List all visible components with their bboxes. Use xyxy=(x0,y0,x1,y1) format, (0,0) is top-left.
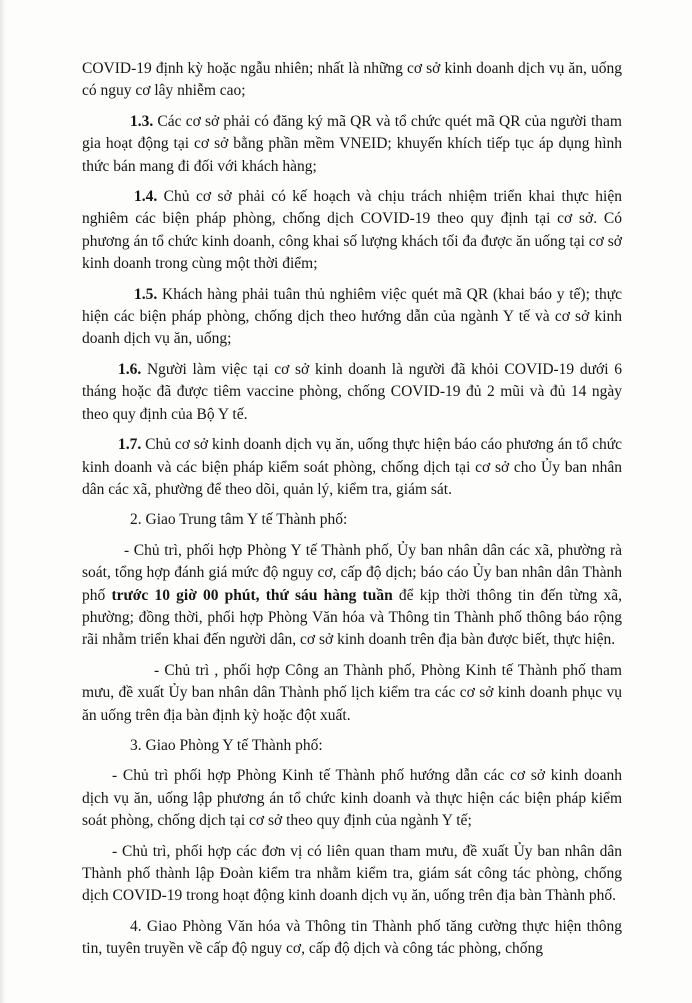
item-number: 1.6. xyxy=(118,360,142,378)
document-body xyxy=(82,58,622,961)
section-2-heading: 2. Giao Trung tâm Y tế Thành phố: xyxy=(130,511,348,529)
item-number: 1.7. xyxy=(118,436,142,454)
paragraph-section-3-item-1: - Chủ trì phối hợp Phòng Kinh tế Thành phố hướng dẫn các cơ sở kinh doanh dịch vụ ăn, uống lập phương án tổ chức kinh doanh và thực hiện các biện pháp kiểm soát phòng, chống dịch tại cơ sở theo quy định của ngành Y tế; xyxy=(82,767,622,830)
item-number: 1.3. xyxy=(130,112,154,130)
section-4-heading: 4. Giao Phòng Văn hóa và Thông tin Thành phố tăng cường thực hiện thông tin, tuyên truyền về cấp độ nguy cơ, cấp độ dịch và công tác phòng, chống xyxy=(82,917,622,958)
paragraph-text: Chủ cơ sở phải có kế hoạch và chịu trách nhiệm triển khai thực hiện nghiêm các biện pháp phòng, chống dịch COVID-19 theo quy định tại cơ sở. Có phương án tổ chức kinh doanh, công khai số lượng khách tối đa được ăn uống tại cơ sở kinh doanh trong cùng một thời điểm; xyxy=(82,188,622,273)
paragraph-covid-continuation: COVID-19 định kỳ hoặc ngẫu nhiên; nhất là những cơ sở kinh doanh dịch vụ ăn, uống có nguy cơ lây nhiễm cao; xyxy=(82,60,622,100)
paragraph-section-3-item-2: - Chủ trì, phối hợp các đơn vị có liên quan tham mưu, đề xuất Ủy ban nhân dân Thành phố thành lập Đoàn kiểm tra nhằm kiểm tra, giám sát công tác phòng, chống dịch COVID-19 trong hoạt động kinh doanh dịch vụ ăn, uống trên địa bàn Thành phố. xyxy=(82,842,622,905)
paragraph-text: Người làm việc tại cơ sở kinh doanh là người đã khỏi COVID-19 dưới 6 tháng hoặc đã được tiêm vaccine phòng, chống COVID-19 đủ 2 mũi và đủ 14 ngày theo quy định của Bộ Y tế. xyxy=(82,360,622,423)
item-number: 1.4. xyxy=(134,188,158,206)
paragraph-1-4 xyxy=(82,186,622,276)
item-number: 1.5. xyxy=(134,285,158,303)
paragraph-section-2-item-1 xyxy=(82,540,622,652)
paragraph-1-3 xyxy=(82,111,622,178)
paragraph-1-6 xyxy=(82,359,622,426)
paragraph-section-2-item-2: - Chủ trì , phối hợp Công an Thành phố, Phòng Kinh tế Thành phố tham mưu, đề xuất Ủy ban nhân dân Thành phố lịch kiểm tra các cơ sở kinh doanh phục vụ ăn uống trên địa bàn định kỳ hoặc đột xuất. xyxy=(82,661,622,724)
deadline-emphasis: trước 10 giờ 00 phút, thứ sáu hàng tuần xyxy=(111,586,393,604)
paragraph-text: Các cơ sở phải có đăng ký mã QR và tổ chức quét mã QR của người tham gia hoạt động tại cơ sở bằng phần mềm VNEID; khuyến khích tiếp tục áp dụng hình thức bán mang đi đối với khách hàng; xyxy=(82,112,622,175)
paragraph-text: để kịp thời thông tin đến từng xã, phường; đồng thời, phối hợp Phòng Văn hóa và Thông tin Thành phố thông báo rộng rãi nhằm triển khai đến người dân, cơ sở kinh doanh trên địa bàn được biết, thực hiện. xyxy=(82,586,622,649)
paragraph-text: - Chủ trì, phối hợp Phòng Y tế Thành phố, Ủy ban nhân dân các xã, phường rà soát, tổng hợp đánh giá mức độ nguy cơ, cấp độ dịch; báo cáo Ủy ban nhân dân Thành phố xyxy=(82,541,622,604)
section-3-heading: 3. Giao Phòng Y tế Thành phố: xyxy=(130,736,323,754)
paragraph-1-7 xyxy=(82,434,622,501)
paragraph-text: Khách hàng phải tuân thủ nghiêm việc quét mã QR (khai báo y tế); thực hiện các biện pháp phòng, chống dịch theo hướng dẫn của ngành Y tế và cơ sở kinh doanh dịch vụ ăn, uống; xyxy=(82,285,622,348)
paragraph-text: Chủ cơ sở kinh doanh dịch vụ ăn, uống thực hiện báo cáo phương án tổ chức kinh doanh và các biện pháp kiểm soát phòng, chống dịch tại cơ sở cho Ủy ban nhân dân các xã, phường để theo dõi, quản lý, kiểm tra, giám sát. xyxy=(82,436,622,498)
paragraph-1-5 xyxy=(82,284,622,351)
